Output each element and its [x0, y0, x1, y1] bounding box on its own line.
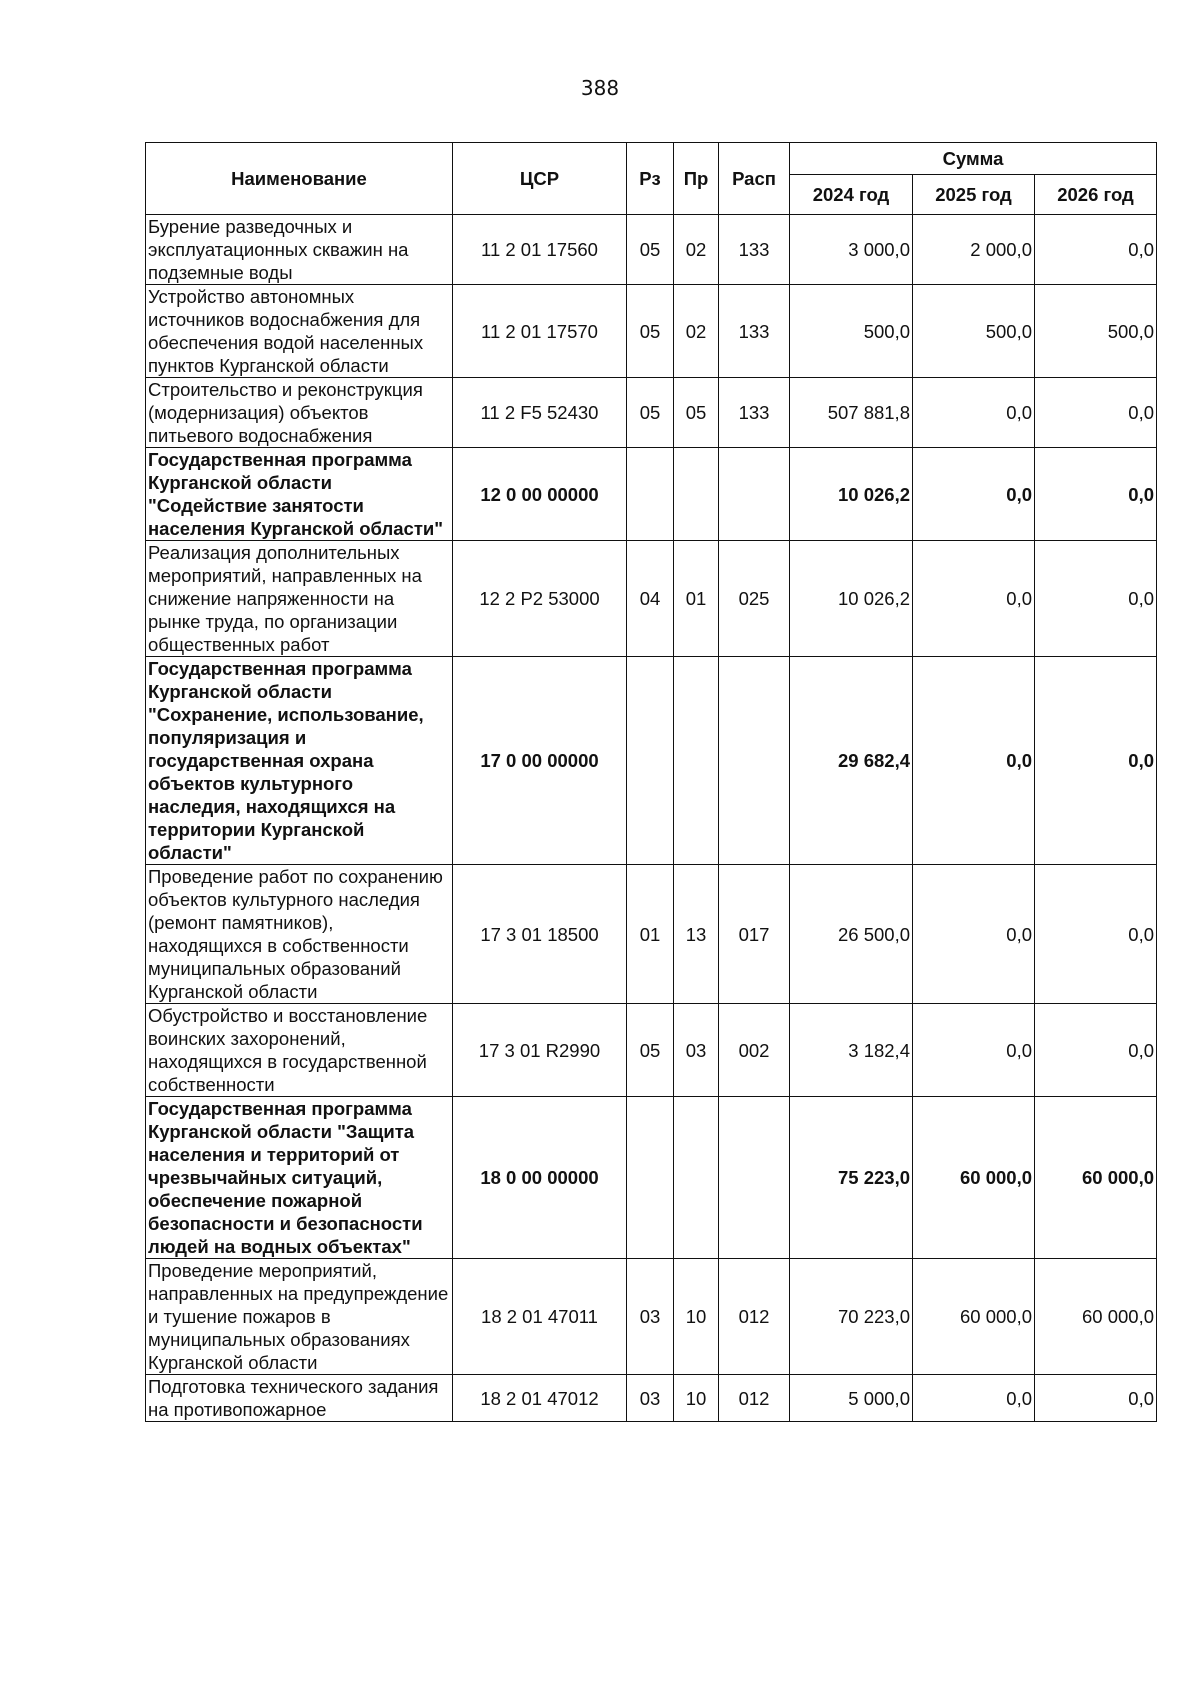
row-amount-2025: 500,0 — [913, 285, 1035, 378]
row-amount-2026: 0,0 — [1035, 448, 1157, 541]
row-pr: 05 — [674, 378, 719, 448]
row-amount-2025: 0,0 — [913, 1004, 1035, 1097]
row-rasp: 017 — [719, 865, 790, 1004]
row-code: 17 3 01 18500 — [453, 865, 627, 1004]
row-amount-2024: 507 881,8 — [790, 378, 913, 448]
row-code: 17 3 01 R2990 — [453, 1004, 627, 1097]
row-code: 18 0 00 00000 — [453, 1097, 627, 1259]
row-amount-2026: 0,0 — [1035, 1375, 1157, 1422]
row-amount-2025: 60 000,0 — [913, 1259, 1035, 1375]
row-code: 18 2 01 47012 — [453, 1375, 627, 1422]
row-name: Государственная программа Курганской области "Защита населения и территорий от чрезвычайных ситуаций, обеспечение пожарной безопасности и безопасности людей на водных объектах" — [146, 1097, 453, 1259]
row-pr: 10 — [674, 1375, 719, 1422]
row-rasp — [719, 657, 790, 865]
row-amount-2024: 3 000,0 — [790, 215, 913, 285]
row-name: Бурение разведочных и эксплуатационных скважин на подземные воды — [146, 215, 453, 285]
row-rz — [627, 448, 674, 541]
row-pr — [674, 448, 719, 541]
row-amount-2024: 29 682,4 — [790, 657, 913, 865]
row-amount-2025: 2 000,0 — [913, 215, 1035, 285]
row-amount-2024: 500,0 — [790, 285, 913, 378]
row-name: Проведение мероприятий, направленных на предупреждение и тушение пожаров в муниципальных образованиях Курганской области — [146, 1259, 453, 1375]
row-name: Государственная программа Курганской области "Сохранение, использование, популяризация и государственная охрана объектов культурного наследия, находящихся на территории Курганской области" — [146, 657, 453, 865]
row-code: 17 0 00 00000 — [453, 657, 627, 865]
row-amount-2025: 60 000,0 — [913, 1097, 1035, 1259]
row-pr — [674, 657, 719, 865]
row-amount-2025: 0,0 — [913, 657, 1035, 865]
page-number: 388 — [580, 76, 620, 100]
row-amount-2024: 75 223,0 — [790, 1097, 913, 1259]
program-row — [146, 448, 1157, 541]
row-name: Государственная программа Курганской области "Содействие занятости населения Курганской области" — [146, 448, 453, 541]
budget-table — [145, 142, 1157, 1422]
row-rasp: 012 — [719, 1259, 790, 1375]
row-amount-2026: 0,0 — [1035, 378, 1157, 448]
row-amount-2025: 0,0 — [913, 1375, 1035, 1422]
row-name: Проведение работ по сохранению объектов культурного наследия (ремонт памятников), находящихся в собственности муниципальных образований Курганской области — [146, 865, 453, 1004]
row-amount-2026: 0,0 — [1035, 541, 1157, 657]
row-rz: 04 — [627, 541, 674, 657]
row-rz: 03 — [627, 1259, 674, 1375]
header-name: Наименование — [146, 143, 453, 215]
row-amount-2026: 0,0 — [1035, 865, 1157, 1004]
row-name: Строительство и реконструкция (модернизация) объектов питьевого водоснабжения — [146, 378, 453, 448]
table-row — [146, 1004, 1157, 1097]
table-row — [146, 285, 1157, 378]
row-rasp: 002 — [719, 1004, 790, 1097]
row-name: Подготовка технического задания на противопожарное — [146, 1375, 453, 1422]
row-rz — [627, 1097, 674, 1259]
table-row — [146, 541, 1157, 657]
row-rz — [627, 657, 674, 865]
header-csr: ЦСР — [453, 143, 627, 215]
row-pr: 01 — [674, 541, 719, 657]
row-amount-2026: 0,0 — [1035, 215, 1157, 285]
table-body — [146, 215, 1157, 1422]
row-name: Реализация дополнительных мероприятий, направленных на снижение напряженности на рынке труда, по организации общественных работ — [146, 541, 453, 657]
row-rz: 01 — [627, 865, 674, 1004]
table-row — [146, 1375, 1157, 1422]
row-amount-2026: 500,0 — [1035, 285, 1157, 378]
table-header — [146, 143, 1157, 215]
row-pr — [674, 1097, 719, 1259]
header-year-2026: 2026 год — [1035, 175, 1157, 215]
header-rz: Рз — [627, 143, 674, 215]
row-name: Обустройство и восстановление воинских захоронений, находящихся в государственной собственности — [146, 1004, 453, 1097]
header-sum: Сумма — [790, 143, 1157, 175]
row-code: 11 2 01 17570 — [453, 285, 627, 378]
row-rz: 05 — [627, 1004, 674, 1097]
row-code: 12 0 00 00000 — [453, 448, 627, 541]
row-name: Устройство автономных источников водоснабжения для обеспечения водой населенных пунктов Курганской области — [146, 285, 453, 378]
row-rz: 03 — [627, 1375, 674, 1422]
row-rz: 05 — [627, 285, 674, 378]
row-rasp: 133 — [719, 285, 790, 378]
row-pr: 02 — [674, 215, 719, 285]
row-code: 11 2 F5 52430 — [453, 378, 627, 448]
row-amount-2024: 5 000,0 — [790, 1375, 913, 1422]
row-amount-2024: 10 026,2 — [790, 541, 913, 657]
row-amount-2026: 0,0 — [1035, 657, 1157, 865]
header-pr: Пр — [674, 143, 719, 215]
header-rasp: Расп — [719, 143, 790, 215]
row-amount-2026: 60 000,0 — [1035, 1097, 1157, 1259]
row-pr: 13 — [674, 865, 719, 1004]
row-amount-2024: 70 223,0 — [790, 1259, 913, 1375]
row-amount-2026: 0,0 — [1035, 1004, 1157, 1097]
header-year-2025: 2025 год — [913, 175, 1035, 215]
program-row — [146, 657, 1157, 865]
row-code: 18 2 01 47011 — [453, 1259, 627, 1375]
row-amount-2026: 60 000,0 — [1035, 1259, 1157, 1375]
row-amount-2024: 3 182,4 — [790, 1004, 913, 1097]
row-rasp — [719, 1097, 790, 1259]
row-rasp: 025 — [719, 541, 790, 657]
program-row — [146, 1097, 1157, 1259]
row-code: 11 2 01 17560 — [453, 215, 627, 285]
row-rz: 05 — [627, 378, 674, 448]
row-amount-2025: 0,0 — [913, 541, 1035, 657]
row-amount-2025: 0,0 — [913, 865, 1035, 1004]
row-amount-2025: 0,0 — [913, 378, 1035, 448]
row-rasp — [719, 448, 790, 541]
row-pr: 10 — [674, 1259, 719, 1375]
row-rasp: 012 — [719, 1375, 790, 1422]
row-amount-2024: 26 500,0 — [790, 865, 913, 1004]
row-amount-2025: 0,0 — [913, 448, 1035, 541]
row-rasp: 133 — [719, 378, 790, 448]
table-row — [146, 865, 1157, 1004]
row-code: 12 2 P2 53000 — [453, 541, 627, 657]
row-rz: 05 — [627, 215, 674, 285]
row-amount-2024: 10 026,2 — [790, 448, 913, 541]
table-row — [146, 1259, 1157, 1375]
row-rasp: 133 — [719, 215, 790, 285]
table-row — [146, 378, 1157, 448]
header-year-2024: 2024 год — [790, 175, 913, 215]
row-pr: 03 — [674, 1004, 719, 1097]
table-row — [146, 215, 1157, 285]
row-pr: 02 — [674, 285, 719, 378]
